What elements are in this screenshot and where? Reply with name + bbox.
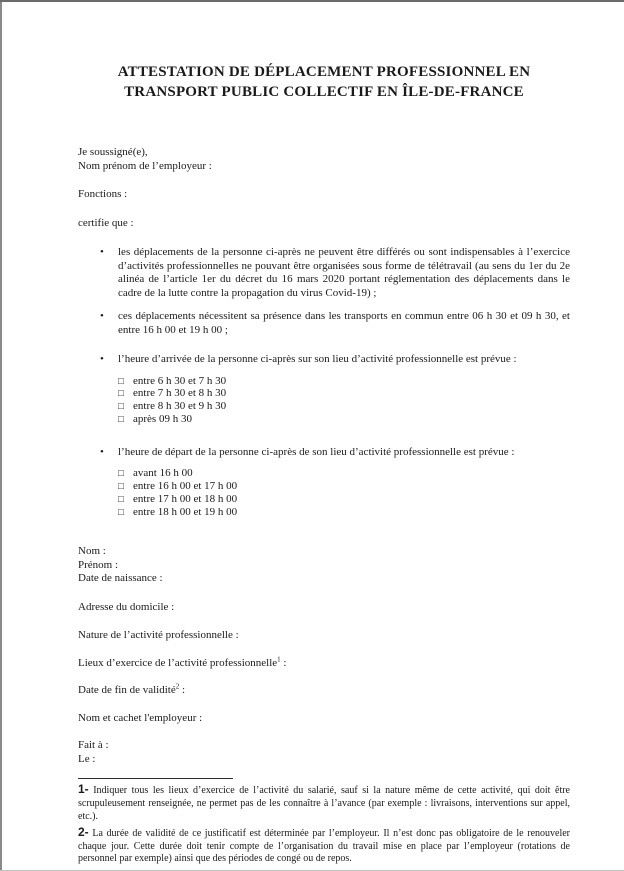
intro-employeur: Nom prénom de l’employeur :: [78, 159, 212, 172]
field-lieux-colon: :: [280, 656, 287, 669]
field-validite: [78, 684, 570, 698]
intro-block: [78, 146, 570, 230]
identity-fields: [78, 545, 570, 586]
checkbox-icon[interactable]: □: [118, 376, 124, 387]
checkbox-icon[interactable]: □: [118, 481, 124, 492]
bullet-deplacements-text: les déplacements de la personne ci-après ne peuvent être différés ou sont indispensables à l’exercice d’activités professionnelles ne pouvant être organisées sous forme de télétravail (au sens du 1er du 2e alinéa de l’article 1er du décret du 16 mars 2020 portant réglementation des déplacements dans le cadre de la lutte contre la propagation du virus Covid-19) ;: [118, 246, 570, 299]
field-cachet: Nom et cachet l'employeur :: [78, 711, 203, 724]
field-le: Le :: [78, 752, 96, 765]
departure-option-2-label: entre 16 h 00 et 17 h 00: [133, 479, 238, 492]
departure-option-3-label: entre 17 h 00 et 18 h 00: [133, 492, 238, 505]
footnote-separator: [78, 778, 233, 779]
footnote-ref-1: 1: [277, 655, 281, 664]
title-line-1: ATTESTATION DE DÉPLACEMENT PROFESSIONNEL EN: [117, 64, 531, 80]
bullet-icon: •: [100, 353, 104, 365]
field-lieux-label: Lieux d’exercice de l’activité professionnelle: [78, 656, 278, 669]
footnote-2: [78, 826, 570, 866]
footnote-ref-2: 2: [175, 682, 180, 691]
intro-certifie: certifie que :: [78, 216, 134, 229]
checkbox-icon[interactable]: □: [118, 507, 124, 518]
signature-fields: [78, 739, 570, 766]
field-adresse: Adresse du domicile :: [78, 600, 175, 613]
bullet-transports: [100, 310, 570, 337]
field-validite-colon: :: [179, 684, 186, 697]
field-nature: Nature de l’activité professionnelle :: [78, 629, 239, 642]
bullet-deplacements: [100, 246, 570, 300]
document-content: [78, 0, 570, 866]
arrival-options-group: [118, 376, 570, 427]
arrival-option-4-label: après 09 h 30: [133, 412, 192, 425]
footnote-1-number: 1-: [78, 782, 89, 797]
scan-edge-left: [0, 0, 2, 871]
bullet-icon: •: [100, 310, 104, 322]
arrival-option-1-label: entre 6 h 30 et 7 h 30: [133, 374, 227, 387]
footnote-1-text: Indiquer tous les lieux d’exercice de l’activité du salarié, sauf si la nature même de cette activité, qui doit être scrupuleusement renseignée, ne permet pas de les connaître à l’avance (par exemple : livraisons, interventions sur appel, etc.).: [78, 785, 570, 822]
intro-fonctions: Fonctions :: [78, 188, 128, 200]
checkbox-icon[interactable]: □: [118, 414, 124, 425]
field-prenom: Prénom :: [78, 558, 119, 571]
field-nom: Nom :: [78, 545, 106, 558]
bullet-transports-text: ces déplacements nécessitent sa présence dans les transports en commun entre 06 h 30 et 09 h 30, et entre 16 h 00 et 19 h 00 ;: [118, 310, 570, 336]
field-fait-a: Fait à :: [78, 739, 109, 752]
bullet-depart: [100, 446, 570, 460]
field-lieux: [78, 657, 570, 671]
arrival-option-4[interactable]: [118, 414, 570, 427]
bullet-arrivee-text: l’heure d’arrivée de la personne ci-après sur son lieu d’activité professionnelle est prévue :: [118, 353, 517, 365]
bullet-depart-text: l’heure de départ de la personne ci-après de son lieu d’activité professionnelle est prévue :: [118, 445, 515, 458]
checkbox-icon[interactable]: □: [118, 494, 124, 505]
intro-soussigne: Je soussigné(e),: [78, 146, 148, 158]
departure-option-3[interactable]: [118, 494, 570, 507]
footnote-2-number: 2-: [78, 824, 89, 839]
page-title: [78, 62, 570, 102]
arrival-option-3-label: entre 8 h 30 et 9 h 30: [133, 400, 227, 413]
field-validite-label: Date de fin de validité: [78, 684, 176, 697]
departure-options-group: [118, 468, 570, 519]
field-naissance: Date de naissance :: [78, 572, 163, 585]
departure-option-2[interactable]: [118, 481, 570, 494]
bullet-arrivee: [100, 353, 570, 367]
checkbox-icon[interactable]: □: [118, 469, 124, 480]
bullet-icon: •: [100, 445, 104, 458]
departure-option-1-label: avant 16 h 00: [133, 467, 193, 480]
arrival-option-3[interactable]: [118, 401, 570, 414]
departure-option-4-label: entre 18 h 00 et 19 h 00: [133, 505, 238, 518]
arrival-option-2-label: entre 7 h 30 et 8 h 30: [133, 387, 227, 400]
checkbox-icon[interactable]: □: [118, 389, 124, 400]
checkbox-icon[interactable]: □: [118, 402, 124, 413]
footnote-1: [78, 783, 570, 823]
footnote-2-text: La durée de validité de ce justificatif est déterminée par l’employeur. Il n’est donc pas obligatoire de le renouveler chaque jour. Cette durée doit tenir compte de l’organisation du travail mise en place par l’employeur (rotations de personnel par exemple) ainsi que des périodes de congé ou de repos.: [78, 827, 570, 865]
bullet-icon: •: [100, 246, 104, 258]
departure-option-4[interactable]: [118, 507, 570, 520]
title-line-2: TRANSPORT PUBLIC COLLECTIF EN ÎLE-DE-FRANCE: [124, 84, 524, 100]
